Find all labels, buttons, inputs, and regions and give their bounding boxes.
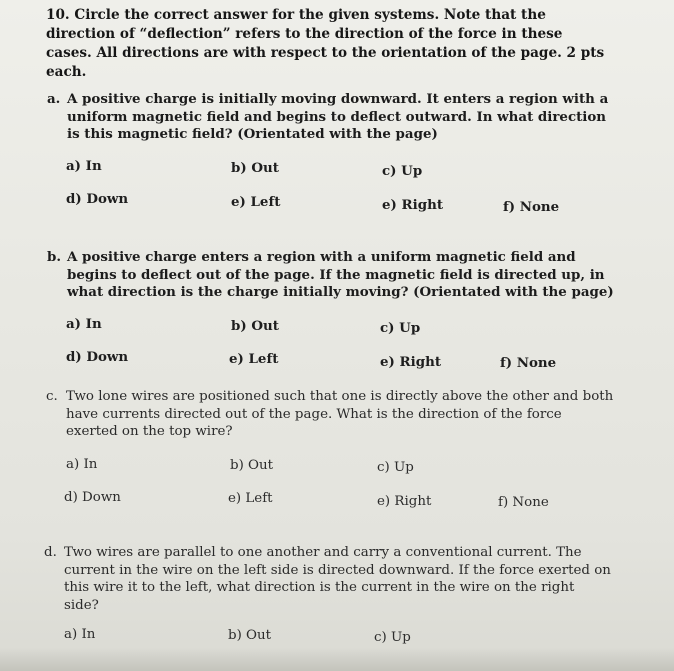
option-a-none[interactable]: f) None [503, 199, 560, 215]
option-d-in[interactable]: a) In [64, 627, 96, 642]
question-b-label: b. [47, 249, 62, 265]
page-bottom-shadow [0, 648, 674, 671]
option-d-up[interactable]: c) Up [374, 630, 411, 645]
option-a-right[interactable]: e) Right [382, 197, 444, 213]
option-b-in[interactable]: a) In [66, 316, 102, 332]
option-a-left[interactable]: e) Left [231, 194, 281, 210]
option-b-none[interactable]: f) None [500, 355, 557, 371]
question-d [44, 544, 612, 614]
question-d-label: d. [44, 545, 57, 560]
option-b-down[interactable]: d) Down [66, 349, 129, 365]
question-b-text: A positive charge enters a region with a uniform magnetic field and begins to deflect out of the page. If the magnetic field is directed up, in what direction is the charge initially moving? (Orientated with the page) [67, 249, 614, 300]
option-a-down[interactable]: d) Down [66, 191, 129, 207]
option-b-right[interactable]: e) Right [380, 354, 442, 370]
question-c-label: c. [46, 389, 58, 404]
option-a-in[interactable]: a) In [66, 158, 102, 174]
question-b [47, 249, 615, 302]
option-c-down[interactable]: d) Down [64, 490, 121, 505]
option-a-up[interactable]: c) Up [382, 163, 423, 179]
question-a [47, 91, 615, 144]
option-c-none[interactable]: f) None [498, 495, 549, 510]
option-a-out[interactable]: b) Out [231, 160, 279, 176]
option-c-up[interactable]: c) Up [377, 460, 414, 475]
option-b-out[interactable]: b) Out [231, 318, 279, 334]
option-c-left[interactable]: e) Left [228, 491, 273, 506]
option-d-out[interactable]: b) Out [228, 628, 272, 643]
option-b-up[interactable]: c) Up [380, 320, 421, 336]
problem-header: 10. Circle the correct answer for the given systems. Note that the direction of “deflection” refers to the direction of the force in these cases. All directions are with respect to the orientation of the page. 2 pts each. [46, 7, 605, 80]
option-b-left[interactable]: e) Left [229, 351, 279, 367]
option-c-right[interactable]: e) Right [377, 494, 432, 509]
question-c-text: Two lone wires are positioned such that one is directly above the other and both have currents directed out of the page. What is the direction of the force exerted on the top wire? [66, 389, 614, 439]
option-c-out[interactable]: b) Out [230, 458, 274, 473]
question-d-text: Two wires are parallel to one another and carry a conventional current. The current in the wire on the left side is directed downward. If the force exerted on this wire it to the left, what direction is the current in the wire on the right side? [64, 545, 611, 613]
question-a-text: A positive charge is initially moving downward. It enters a region with a uniform magnetic field and begins to deflect outward. In what direction is this magnetic field? (Orientated with the page) [67, 91, 609, 142]
question-a-label: a. [47, 91, 61, 107]
question-c [46, 388, 614, 441]
option-c-in[interactable]: a) In [66, 457, 98, 472]
